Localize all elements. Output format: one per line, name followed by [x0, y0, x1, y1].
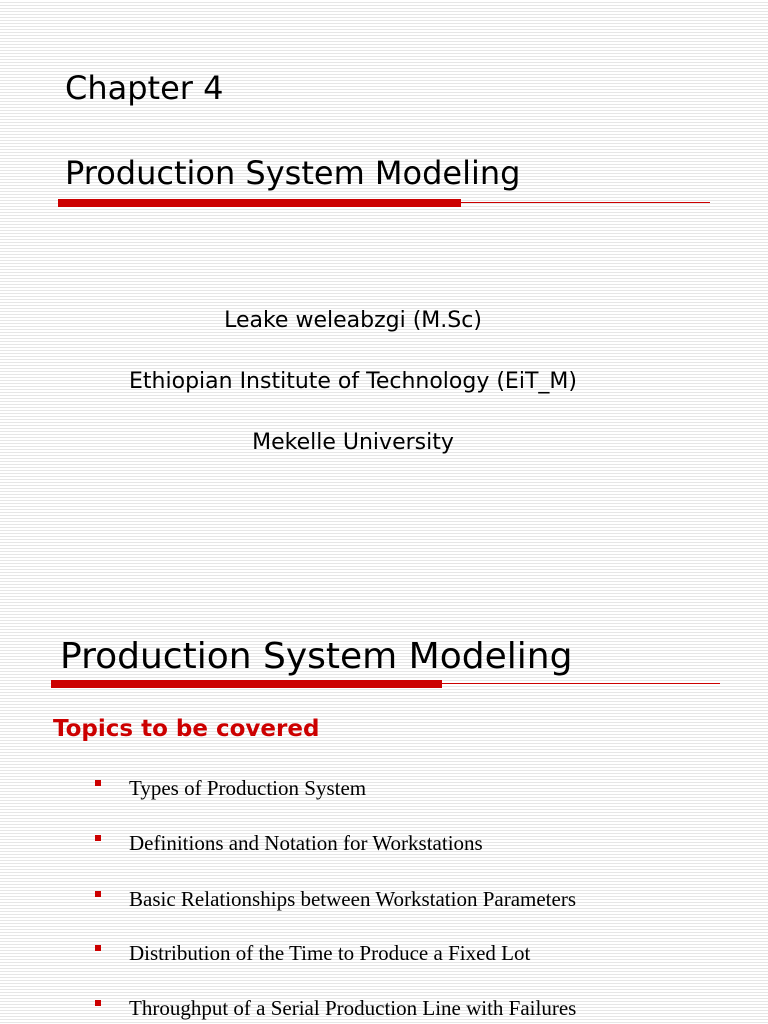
list-item-label: Definitions and Notation for Workstations [129, 831, 483, 855]
chapter-heading: Chapter 4 [65, 69, 224, 107]
slide-title: Production System Modeling [60, 636, 573, 677]
list-item-label: Throughput of a Serial Production Line with Failures [129, 996, 577, 1020]
bullet-square-icon [95, 835, 101, 841]
underline-thick [58, 199, 461, 207]
list-item-label: Basic Relationships between Workstation Parameters [129, 887, 576, 911]
underline-thick [51, 680, 442, 688]
list-item-label: Distribution of the Time to Produce a Fixed Lot [129, 941, 531, 965]
university-name: Mekelle University [252, 430, 454, 455]
bullet-square-icon [95, 945, 101, 951]
bullet-square-icon [95, 891, 101, 897]
bullet-square-icon [95, 1000, 101, 1006]
topics-heading: Topics to be covered [53, 716, 320, 742]
institute-name: Ethiopian Institute of Technology (EiT_M) [129, 369, 577, 394]
author-name: Leake weleabzgi (M.Sc) [224, 308, 482, 333]
slide-title: Production System Modeling [65, 154, 521, 192]
bullet-square-icon [95, 780, 101, 786]
topics-slide [0, 600, 768, 1024]
list-item-label: Types of Production System [129, 776, 367, 800]
